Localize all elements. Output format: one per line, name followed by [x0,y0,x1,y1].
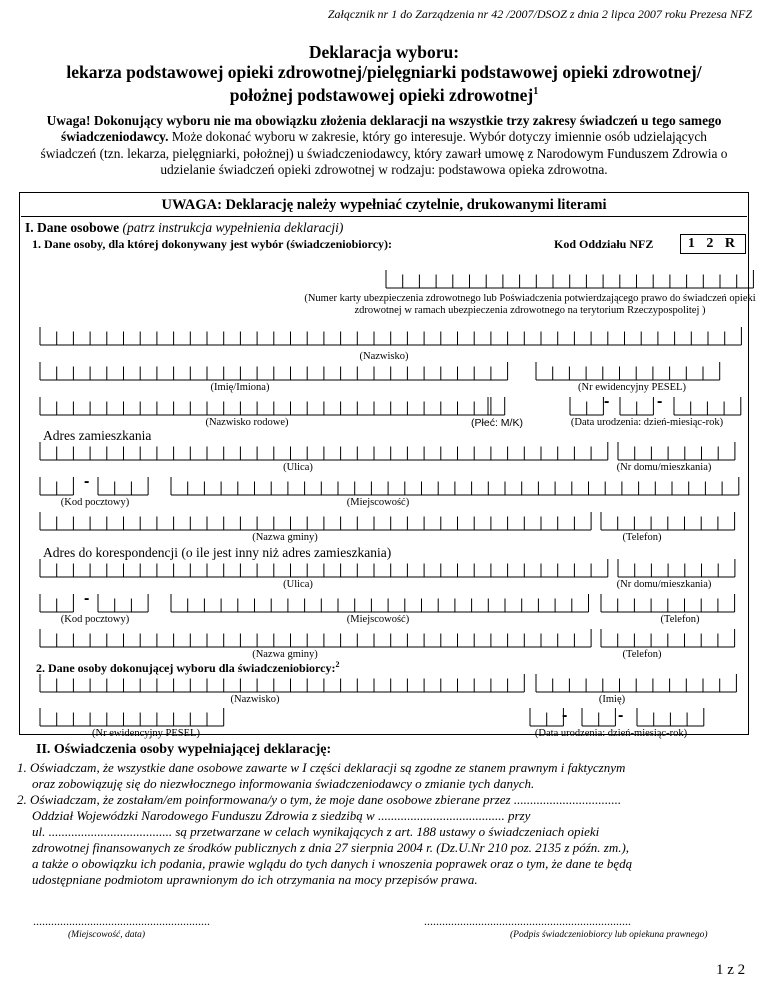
label-postcode: (Kod pocztowy) [60,497,130,508]
postcode-dash: - [84,473,90,490]
insurance-card-number-field[interactable] [386,270,753,288]
label-corr-phone-2: (Telefon) [622,649,662,660]
label-corr-phone-1: (Telefon) [660,614,700,625]
label-chooser-pesel: (Nr ewidencyjny PESEL) [92,728,200,739]
label-street: (Ulica) [283,462,313,473]
footnote-mark-1: 1 [533,86,539,97]
place-date-label: (Miejscowość, data) [68,930,146,940]
declaration-1-line-2: oraz zobowiązuję się do niezwłocznego informowania świadczeniodawcy o zmianie tych danych. [32,776,535,791]
place-date-field[interactable]: ........................................................... [33,914,210,928]
first-names-field[interactable] [40,362,508,380]
commune-field[interactable] [40,512,591,530]
warning-text: Może dokonać wyboru w zakresie, który go interesuje. Wybór dotyczy imiennie osób udzielających świadczeń (tzn. lekarza, pielęgniarki, położnej) u świadczeniodawcy, który zawarł umowę z Narodowym Funduszem Zdrowia o udzielanie świadczeń opieki zdrowotnej w rodzaju: podstawowa opieka zdrowotna. [40,129,728,178]
declaration-2-line-1: 2. Oświadczam, że zostałam/em poinformowana/y o tym, że moje dane osobowe zbierane przez ................................. [17,792,622,807]
label-birth-date: (Data urodzenia: dzień-miesiąc-rok) [570,417,724,428]
corr-postcode-dash: - [84,590,90,607]
label-chooser-birth-date: (Data urodzenia: dzień-miesiąc-rok) [534,728,688,739]
section-1-subtitle: 1. Dane osoby, dla której dokonywany jest wybór (świadczeniobiorcy): [32,237,393,251]
label-first-names: (Imię/Imiona) [210,382,270,393]
title-line-1: Deklaracja wyboru: [308,42,460,62]
chooser-birth-month-field[interactable] [582,708,615,726]
birth-day-field[interactable] [570,397,603,415]
street-field[interactable] [40,442,608,460]
label-chooser-first-name: (Imię) [598,694,626,705]
insurance-card-note: (Numer karty ubezpieczenia zdrowotnego lub Poświadczenia potwierdzającego prawo do świadczeń opieki zdrowotnej w ramach ubezpieczenia zdrowotnego na terytorium Rzeczypospolitej ) [304,293,756,316]
label-corr-street: (Ulica) [283,579,313,590]
label-corr-postcode: (Kod pocztowy) [60,614,130,625]
maiden-name-field[interactable] [40,397,491,415]
date-dash-2: - [657,393,663,410]
corr-phone-1-field[interactable] [601,594,735,612]
label-maiden-name: (Nazwisko rodowe) [205,417,289,428]
corr-phone-2-field[interactable] [601,629,735,647]
declaration-2-line-2: Oddział Wojewódzki Narodowego Funduszu Zdrowia z siedzibą w ....................................... przy [32,808,531,823]
date-dash-1: - [604,393,610,410]
pesel-field[interactable] [536,362,720,380]
warning-bold-text: Dokonujący wyboru nie ma obowiązku złożenia deklaracji na wszystkie trzy zakresy świadczeń u tego samego świadczeniodawcy. [60,113,722,145]
page-number: 1 z 2 [716,962,746,978]
section-2-declarations-title: II. Oświadczenia osoby wypełniającej deklarację: [36,742,332,757]
chooser-date-dash-2: - [618,707,624,724]
section-1-title-note: (patrz instrukcja wypełnienia deklaracji) [122,220,344,235]
corr-postcode-part-2-field[interactable] [98,594,148,612]
corr-commune-field[interactable] [40,629,591,647]
declaration-2-line-3: ul. ...................................... są przetwarzane w celach wynikających z art. 188 ustawy o świadczeniach opieki [32,824,600,839]
label-phone: (Telefon) [622,532,662,543]
chooser-first-name-field[interactable] [536,674,736,692]
city-field[interactable] [171,477,739,495]
phone-field[interactable] [601,512,735,530]
chooser-birth-day-field[interactable] [530,708,563,726]
section-1-title: I. Dane osobowe [25,220,120,235]
label-corr-commune: (Nazwa gminy) [252,649,318,660]
corr-city-field[interactable] [171,594,589,612]
declarations-text [17,760,747,888]
signature-label: (Podpis świadczeniobiorcy lub opiekuna prawnego) [510,930,708,940]
declaration-2-line-5: a także o obowiązku ich podania, prawie wglądu do tych danych i wnoszenia poprawek oraz o tym, że dane te będą [32,856,633,871]
postcode-part-2-field[interactable] [98,477,148,495]
label-chooser-surname: (Nazwisko) [230,694,280,705]
label-corr-city: (Miejscowość) [346,614,410,625]
house-number-field[interactable] [618,442,735,460]
declaration-2-line-6: udostępniane podmiotom uprawnionym do ich otrzymania na mocy przepisów prawa. [32,872,478,887]
nfz-branch-code-value[interactable]: 1 2 R [680,234,746,254]
label-pesel: (Nr ewidencyjny PESEL) [578,382,686,393]
corr-house-number-field[interactable] [618,559,735,577]
birth-year-field[interactable] [674,397,741,415]
surname-field[interactable] [40,327,741,345]
postcode-part-1-field[interactable] [40,477,73,495]
corr-street-field[interactable] [40,559,608,577]
title-line-2: lekarza podstawowej opieki zdrowotnej/pielęgniarki podstawowej opieki zdrowotnej/ [66,62,702,82]
section-2-person-heading [36,660,339,676]
label-house-number: (Nr domu/mieszkania) [616,462,712,473]
label-surname: (Nazwisko) [359,351,409,362]
section-2-person-title: 2. Dane osoby dokonującej wyboru dla świadczeniobiorcy: [36,661,336,675]
residence-address-heading: Adres zamieszkania [43,428,152,443]
label-commune: (Nazwa gminy) [252,532,318,543]
chooser-pesel-field[interactable] [40,708,224,726]
fill-instruction-banner: UWAGA: Deklarację należy wypełniać czytelnie, drukowanymi literami [21,194,747,217]
title-line-3-text: położnej podstawowej opieki zdrowotnej [229,84,534,105]
label-sex: (Płeć: M/K) [471,417,523,429]
signature-field[interactable]: ..................................................................... [424,914,631,928]
chooser-surname-field[interactable] [40,674,524,692]
chooser-birth-year-field[interactable] [637,708,704,726]
nfz-branch-code-label: Kod Oddziału NFZ [554,237,654,251]
birth-month-field[interactable] [620,397,653,415]
label-city: (Miejscowość) [346,497,410,508]
footnote-mark-2: 2 [335,660,340,669]
warning-lead: Uwaga! [46,113,91,128]
declaration-2-line-4: zdrowotnej finansowanych ze środków publicznych z dnia 27 sierpnia 2004 r. (Dz.U.Nr 210 poz. 2135 z późn. zm.), [32,840,630,855]
corr-postcode-part-1-field[interactable] [40,594,73,612]
correspondence-address-heading: Adres do korespondencji (o ile jest inny niż adres zamieszkania) [43,545,392,560]
chooser-date-dash-1: - [562,707,568,724]
label-corr-house-number: (Nr domu/mieszkania) [616,579,712,590]
attachment-note: Załącznik nr 1 do Zarządzenia nr 42 /2007/DSOZ z dnia 2 lipca 2007 roku Prezesa NFZ [327,7,752,21]
declaration-1-line-1: 1. Oświadczam, że wszystkie dane osobowe zawarte w I części deklaracji są zgodne ze stanem prawnym i faktycznym [17,760,626,775]
